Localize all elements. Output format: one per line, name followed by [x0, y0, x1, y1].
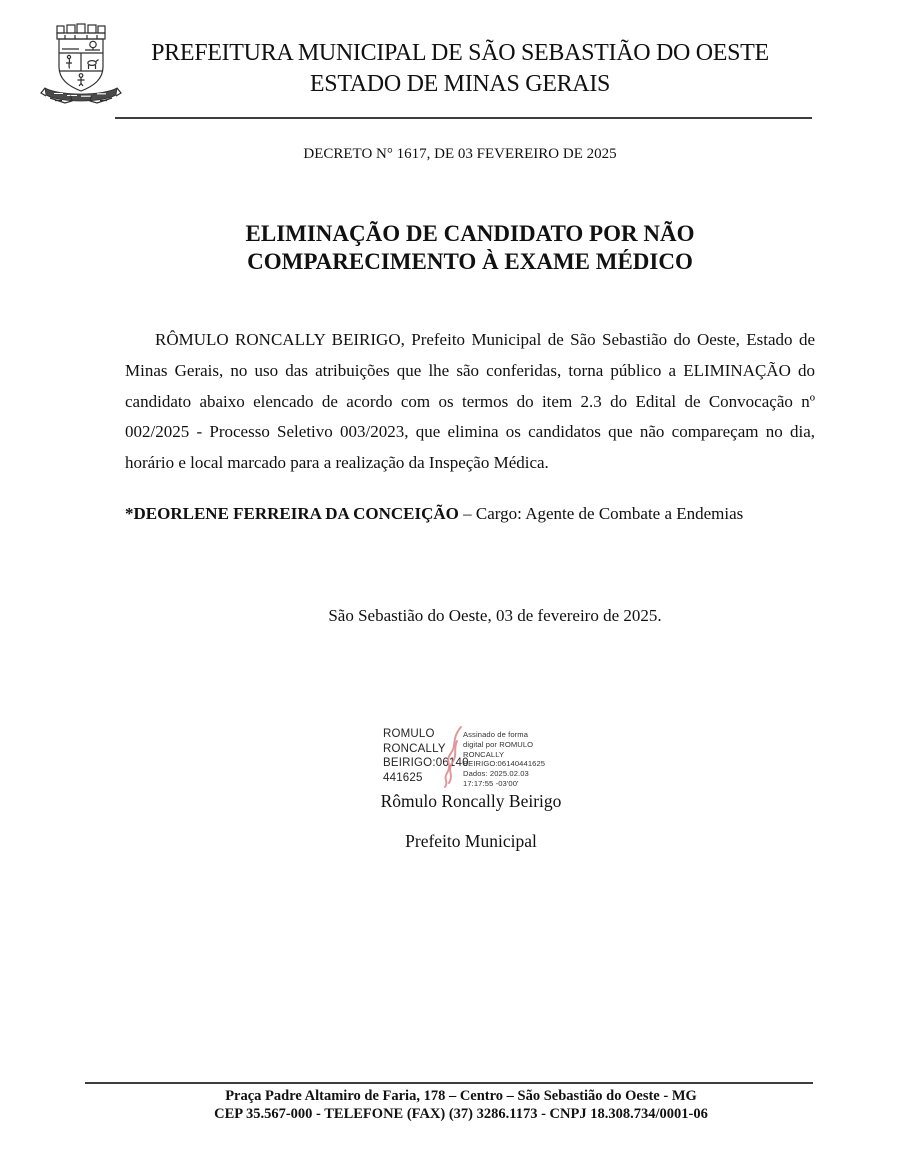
- stamp-id-line: 441625: [383, 771, 423, 784]
- signature-flourish-icon: [441, 723, 465, 791]
- digital-signature-stamp: [383, 727, 573, 789]
- footer-divider: [85, 1082, 813, 1084]
- signer-name: Rômulo Roncally Beirigo: [380, 791, 562, 811]
- body-paragraph: RÔMULO RONCALLY BEIRIGO, Prefeito Municipal de São Sebastião do Oeste, Estado de Minas Gerais, no uso das atribuições que lhe são conferidas, torna público a ELIMINAÇÃO do candidato abaixo elencado de acordo com os termos do item 2.3 do Edital de Convocação nº 002/2025 - Processo Seletivo 003/2023, que elimina os candidatos que não compareçam no dia, horário e local marcado para a realização da Inspeção Médica.: [125, 330, 815, 473]
- stamp-details: [463, 730, 568, 789]
- footer: [85, 1088, 837, 1123]
- org-name-line: PREFEITURA MUNICIPAL DE SÃO SEBASTIÃO DO OESTE: [151, 40, 769, 66]
- stamp-id-line: ROMULO: [383, 728, 435, 740]
- header-divider: [115, 117, 812, 119]
- candidate-line: [125, 504, 815, 524]
- footer-contact: CEP 35.567-000 - TELEFONE (FAX) (37) 3286.1173 - CNPJ 18.308.734/0001-06: [214, 1105, 708, 1122]
- stamp-detail-line: 17:17:55 -03'00': [463, 778, 519, 788]
- stamp-detail-line: digital por ROMULO: [463, 739, 534, 749]
- decree-heading: DECRETO N° 1617, DE 03 FEVEREIRO DE 2025: [303, 146, 617, 162]
- stamp-detail-line: RONCALLY: [463, 749, 505, 759]
- title-line-1: ELIMINAÇÃO DE CANDIDATO POR NÃO: [245, 221, 695, 246]
- stamp-id-line: BEIRIGO:06140: [383, 757, 469, 770]
- date-line: São Sebastião do Oeste, 03 de fevereiro de 2025.: [328, 606, 662, 625]
- candidate-role: – Cargo: Agente de Combate a Endemias: [458, 504, 744, 523]
- footer-address: Praça Padre Altamiro de Faria, 178 – Centro – São Sebastião do Oeste - MG: [225, 1088, 697, 1104]
- stamp-detail-line: BEIRIGO:06140441625: [463, 759, 546, 769]
- header-org: [110, 38, 810, 100]
- stamp-id-line: RONCALLY: [383, 742, 446, 755]
- stamp-detail-line: Assinado de forma: [463, 730, 529, 739]
- candidate-name: *DEORLENE FERREIRA DA CONCEIÇÃO: [125, 504, 459, 523]
- document-title: [110, 220, 830, 276]
- title-line-2: COMPARECIMENTO À EXAME MÉDICO: [247, 249, 693, 274]
- signer-role: Prefeito Municipal: [405, 831, 537, 851]
- org-state-line: ESTADO DE MINAS GERAIS: [309, 71, 611, 97]
- stamp-detail-line: Dados: 2025.02.03: [463, 769, 529, 779]
